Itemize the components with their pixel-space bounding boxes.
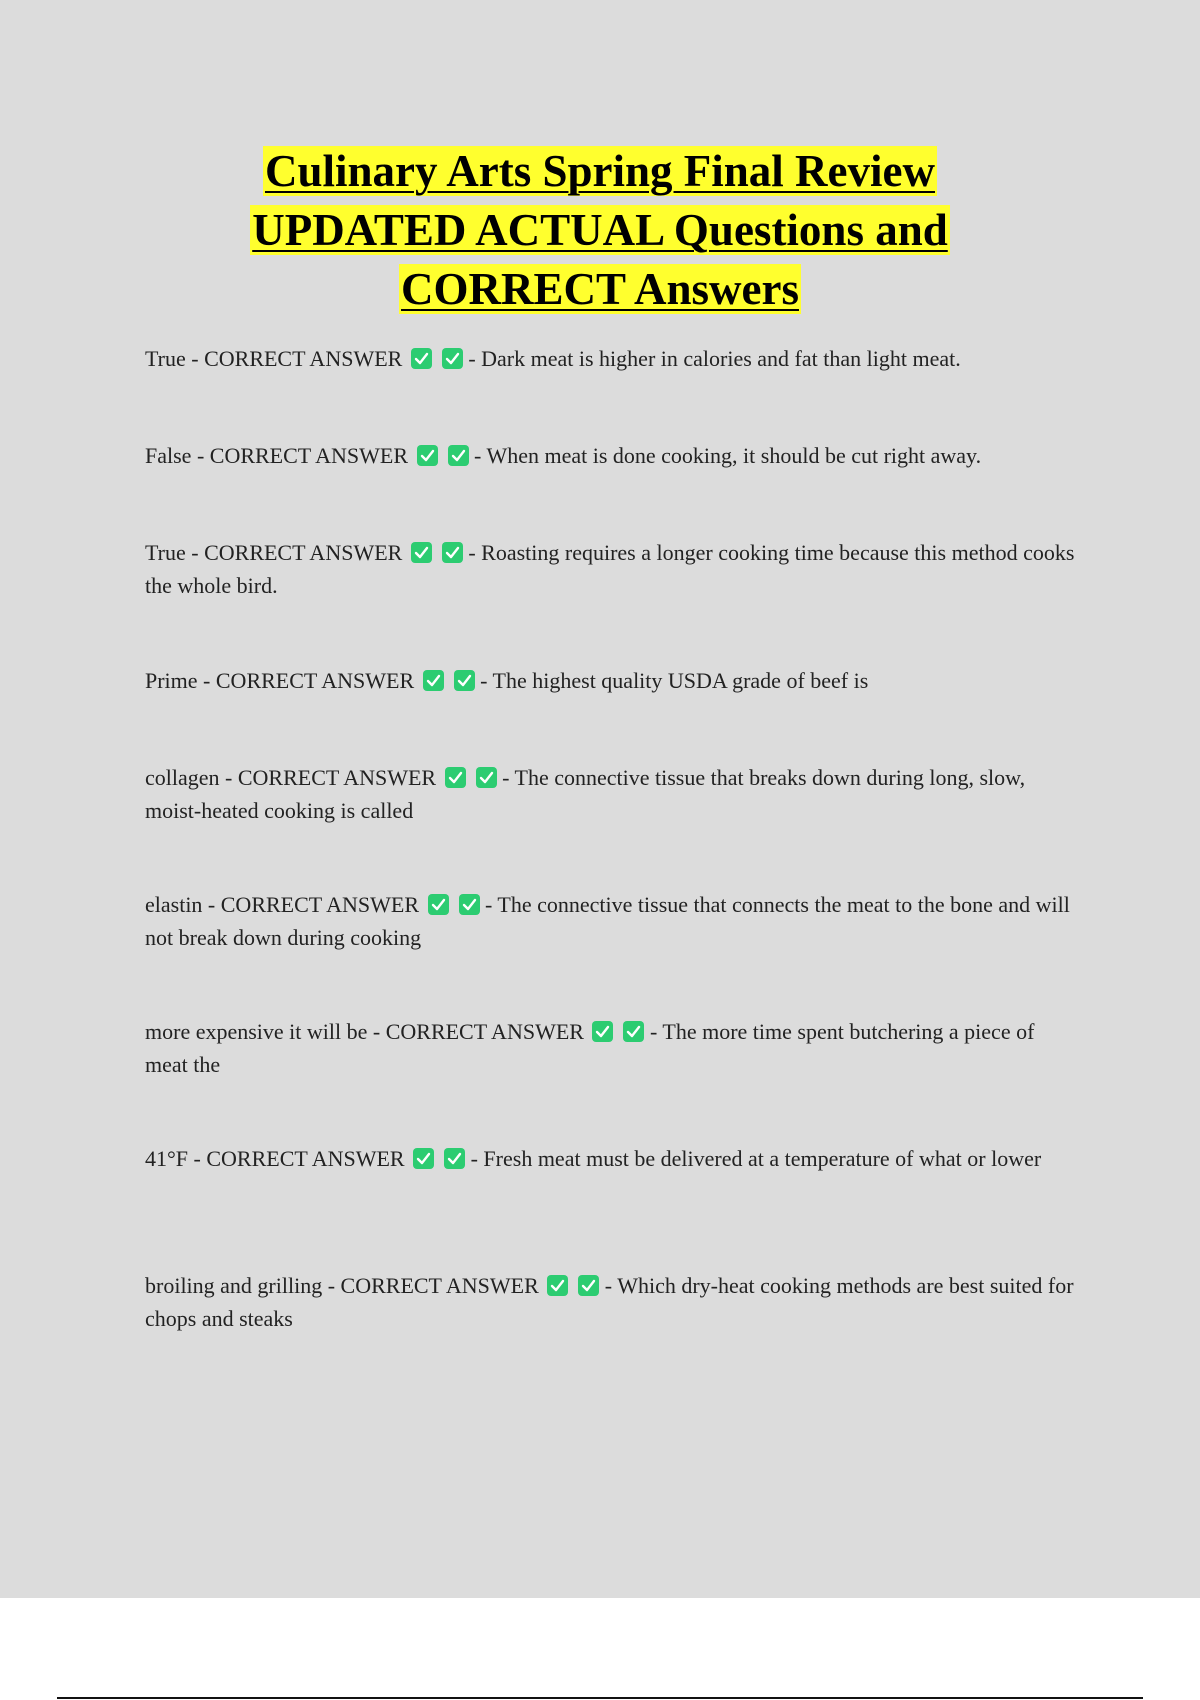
answer-text: broiling and grilling - CORRECT ANSWER	[145, 1273, 539, 1298]
check-mark-icon	[454, 670, 475, 691]
answer-text: collagen - CORRECT ANSWER	[145, 765, 437, 790]
qa-item	[145, 342, 1080, 375]
qa-item	[145, 439, 1080, 472]
question-text: - The connective tissue that breaks down during long, slow, moist-heated cooking is called	[145, 765, 1026, 823]
check-mark-icon	[417, 445, 438, 466]
answer-text: Prime - CORRECT ANSWER	[145, 668, 415, 693]
check-mark-icon	[428, 894, 449, 915]
check-mark-icon	[592, 1021, 613, 1042]
qa-item	[145, 664, 1080, 697]
check-mark-icon	[411, 348, 432, 369]
check-mark-icon	[578, 1275, 599, 1296]
title-line: CORRECT Answers	[401, 264, 799, 314]
check-mark-icon	[459, 894, 480, 915]
check-mark-icon	[476, 767, 497, 788]
question-text: - The highest quality USDA grade of beef is	[480, 668, 869, 693]
answer-text: True - CORRECT ANSWER	[145, 540, 403, 565]
check-mark-icon	[423, 670, 444, 691]
check-mark-icon	[623, 1021, 644, 1042]
check-mark-icon	[444, 1148, 465, 1169]
document-title	[0, 142, 1200, 319]
question-text: - The connective tissue that connects the meat to the bone and will not break down during cooking	[145, 892, 1070, 950]
qa-item	[145, 536, 1080, 602]
question-text: - Dark meat is higher in calories and fat than light meat.	[468, 346, 961, 371]
qa-item	[145, 761, 1080, 827]
qa-item	[145, 1015, 1080, 1081]
answer-text: elastin - CORRECT ANSWER	[145, 892, 419, 917]
check-mark-icon	[448, 445, 469, 466]
question-text: - When meat is done cooking, it should be cut right away.	[474, 443, 982, 468]
question-text: - Roasting requires a longer cooking time because this method cooks the whole bird.	[145, 540, 1075, 598]
question-text: - The more time spent butchering a piece of meat the	[145, 1019, 1035, 1077]
check-mark-icon	[442, 348, 463, 369]
answer-text: True - CORRECT ANSWER	[145, 346, 403, 371]
check-mark-icon	[413, 1148, 434, 1169]
answer-text: False - CORRECT ANSWER	[145, 443, 409, 468]
footer-divider	[57, 1697, 1143, 1699]
question-text: - Which dry-heat cooking methods are best suited for chops and steaks	[145, 1273, 1074, 1331]
qa-item	[145, 1142, 1080, 1175]
answer-text: 41°F - CORRECT ANSWER	[145, 1146, 405, 1171]
question-text: - Fresh meat must be delivered at a temperature of what or lower	[470, 1146, 1042, 1171]
qa-item	[145, 888, 1080, 954]
check-mark-icon	[547, 1275, 568, 1296]
title-line: UPDATED ACTUAL Questions and	[252, 205, 948, 255]
title-line: Culinary Arts Spring Final Review	[264, 146, 936, 196]
check-mark-icon	[442, 542, 463, 563]
answer-text: more expensive it will be - CORRECT ANSWER	[145, 1019, 584, 1044]
check-mark-icon	[411, 542, 432, 563]
check-mark-icon	[445, 767, 466, 788]
qa-item	[145, 1269, 1080, 1335]
